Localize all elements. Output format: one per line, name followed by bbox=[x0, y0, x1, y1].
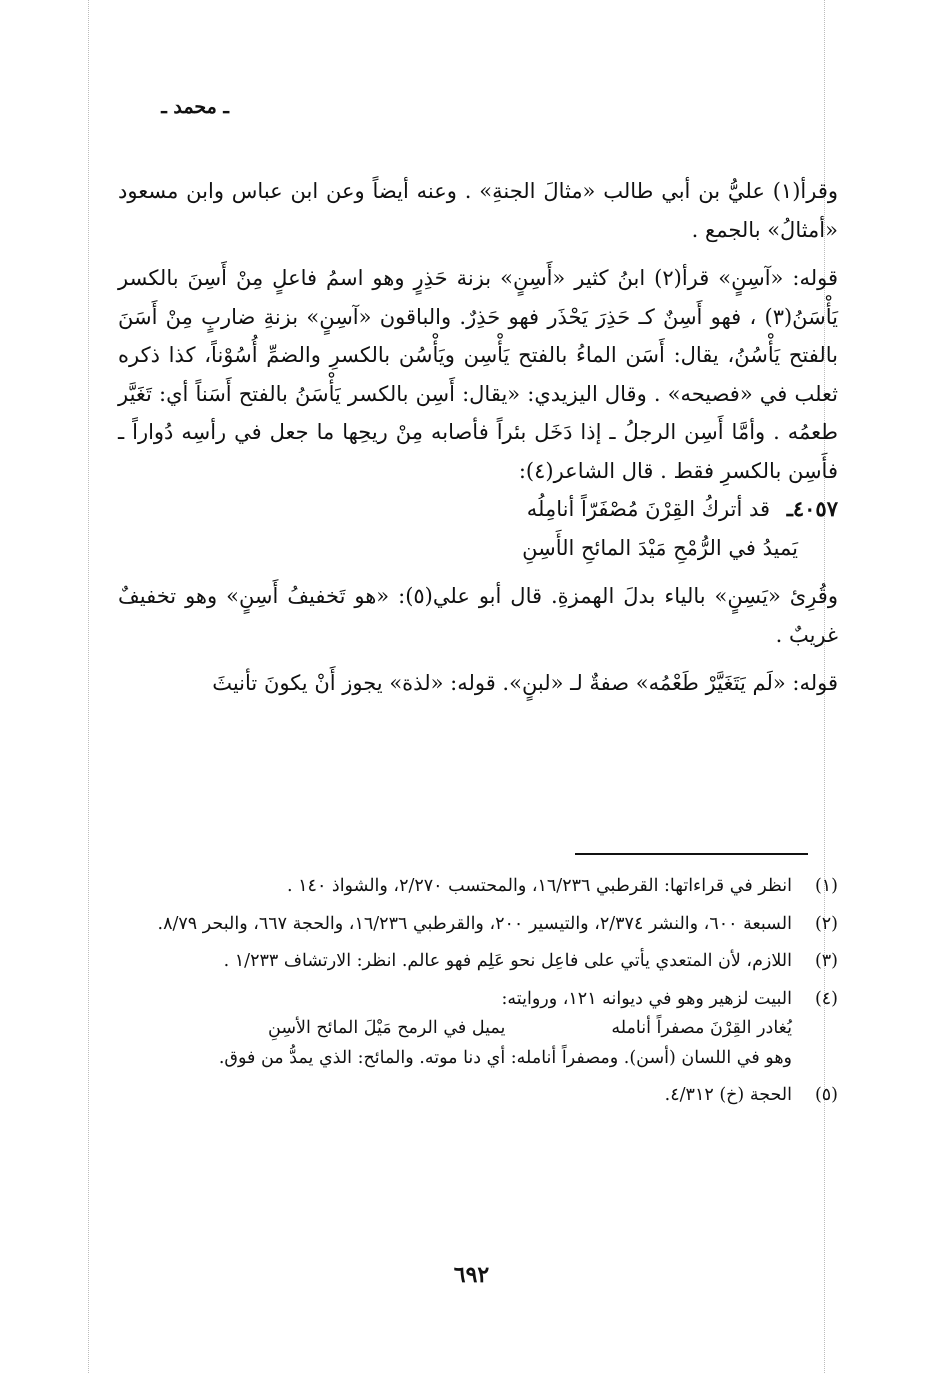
footnote-poem bbox=[118, 1014, 792, 1044]
paragraph-1: وقرأ(١) عليُّ بن أبي طالب «مثالَ الجنةِ» . وعنه أيضاً وعن ابن عباس وابن مسعود «أمثالُ» بالجمع . bbox=[118, 179, 838, 242]
verse-hemistich-2: يَميدُ في الرُّمْحِ مَيْدَ المائحِ الأَسِنِ bbox=[522, 535, 798, 560]
footnote-number: (١) bbox=[814, 876, 838, 896]
footnote-2 bbox=[118, 910, 838, 940]
footnote-text: الحجة (خ) ٤/٣١٢. bbox=[664, 1085, 792, 1105]
main-text bbox=[118, 172, 838, 703]
paragraph-3: وقُرِئ «يَسِنٍ» بالياء بدلَ الهمزةِ. قال أبو علي(٥): «هو تَخفيفُ أَسِنٍ» وهو تخفيفٌ غريبٌ . bbox=[118, 584, 838, 647]
footnote-1 bbox=[118, 872, 838, 902]
footnote-5 bbox=[118, 1081, 838, 1111]
footnote-text bbox=[118, 985, 792, 1074]
footnote-3 bbox=[118, 947, 838, 977]
footnote-line: البيت لزهير وهو في ديوانه ١٢١، وروايته: bbox=[501, 988, 792, 1009]
paragraph-2: قوله: «آسِنٍ» قرأ(٢) ابنُ كثير «أَسِنٍ» بزنة حَذِرٍ وهو اسمُ فاعلٍ مِنْ أَسِنَ بالكسر يَأْسَنُ(٣) ، فهو أَسِنٌ كـ حَذِرَ يَحْذَر فهو حَذِرٌ. والباقون «آسِنٍ» بزنةِ ضاربٍ مِنْ أَسَنَ بالفتح يَأْسُنُ، يقال: أَسَن الماءُ بالفتح يَأْسِن ويَأْسُن بالكسرِ والضمِّ أُسُوْناً، كذا ذكره ثعلب في «فصيحه» . وقال اليزيدي: «يقال: أَسِن بالكسر يَأْسَنُ بالفتح أَسَناً أي: تَغَيَّر طعمُه . وأمَّا أَسِن الرجلُ ـ إذا دَخَل بئراً فأصابه مِنْ ريحِها ما جعل في رأسِه دُواراً ـ فأَسِن بالكسرِ فقط . قال الشاعر(٤): bbox=[118, 266, 838, 483]
verse-line-1 bbox=[118, 490, 838, 529]
footnote-line: وهو في اللسان (أسن). ومصفراً أنامله: أي دنا موته. والمائح: الذي يمدُّ من فوق. bbox=[218, 1047, 792, 1068]
footnote-number: (٥) bbox=[814, 1085, 838, 1105]
margin-guide-left bbox=[88, 0, 89, 1373]
footnote-number: (٢) bbox=[814, 913, 838, 934]
poem-hemistich-2: يميل في الرمح مَيْلَ المائح الأسِنِ bbox=[268, 1018, 506, 1038]
footnote-separator bbox=[575, 853, 808, 855]
footnote-4 bbox=[118, 985, 838, 1074]
paragraph-4: قوله: «لَم يَتَغَيَّرْ طَعْمُه» صفةٌ لـ «لبنٍ». قوله: «لذة» يجوز أَنْ يكونَ تأنيثَ bbox=[212, 671, 838, 695]
verse-hemistich-1: قد أتركُ القِرْنَ مُصْفَرّاً أنامِلُه bbox=[526, 497, 771, 521]
footnote-text: انظر في قراءاتها: القرطبي ١٦/٢٣٦، والمحتسب ٢/٢٧٠، والشواذ ١٤٠ . bbox=[287, 876, 792, 896]
running-header: ـ محمد ـ bbox=[161, 96, 229, 118]
footnote-number: (٤) bbox=[814, 988, 838, 1009]
footnote-text: السبعة ٦٠٠، والنشر ٢/٣٧٤، والتيسير ٢٠٠، والقرطبي ١٦/٢٣٦، والحجة ٦٦٧، والبحر ٨/٧٩. bbox=[157, 913, 792, 934]
page-number: ٦٩٢ bbox=[453, 1262, 490, 1288]
footnote-number: (٣) bbox=[814, 951, 838, 971]
verse-number: ٤٠٥٧ـ bbox=[786, 496, 838, 521]
footnote-text: اللازم، لأن المتعدي يأتي على فاعِل نحو عَلِم فهو عالم. انظر: الارتشاف ١/٢٣٣ . bbox=[223, 951, 792, 971]
footnotes bbox=[118, 872, 838, 1119]
poem-hemistich-1: يُغادر القِرْنَ مصفراً أنامله bbox=[611, 1018, 792, 1038]
